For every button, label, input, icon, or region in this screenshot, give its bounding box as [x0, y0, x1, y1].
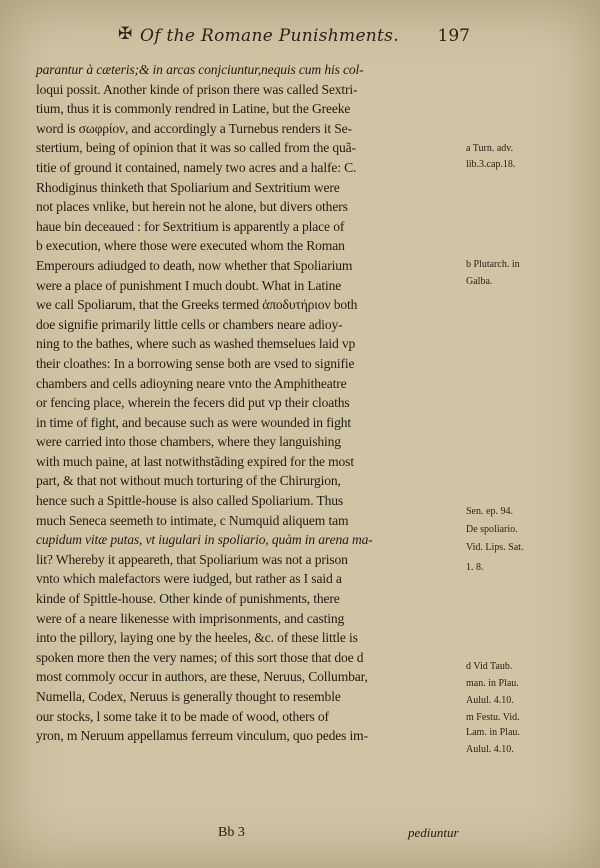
text-line: cupidum vitæ putas, vt iugulari in spoliario, quàm in arena ma-	[36, 532, 373, 548]
text-line: vnto which malefactors were iudged, but rather as I said a	[36, 571, 342, 587]
text-line: stertium, being of opinion that it was so called from the quã-	[36, 140, 356, 156]
margin-note: 1. 8.	[466, 562, 484, 573]
text-line: with much paine, at last notwithstãding expired for the most	[36, 453, 354, 469]
catchword: pediuntur	[408, 825, 459, 840]
text-line: not places vnlike, but herein not he alone, but divers others	[36, 199, 348, 215]
text-line: doe signifie primarily little cells or chambers neare adioy-	[36, 316, 343, 332]
page-number: 197	[437, 26, 470, 46]
text-line: into the pillory, laying one by the heeles, &c. of these little is	[36, 630, 358, 646]
text-line: hence such a Spittle-house is also called Spoliarium. Thus	[36, 493, 344, 509]
main-text-block	[36, 60, 466, 746]
text-line: chambers and cells adioyning neare vnto the Amphitheatre	[36, 375, 347, 391]
text-line: word is σωφρίον, and accordingly a Turnebus renders it Se-	[36, 120, 352, 136]
text-line: tium, thus it is commonly rendred in Latine, but the Greeke	[36, 101, 351, 117]
margin-note: Aulul. 4.10.	[466, 744, 514, 755]
text-line: much Seneca seemeth to intimate, c Numquid aliquem tam	[36, 512, 349, 528]
text-line: spoken more then the very names; of this sort those that doe d	[36, 649, 364, 665]
text-line: kinde of Spittle-house. Other kinde of punishments, there	[36, 591, 340, 607]
text-line: yron, m Neruum appellamus ferreum vinculum, quo pedes im-	[36, 728, 368, 744]
text-line: our stocks, l some take it to be made of wood, others of	[36, 708, 329, 724]
margin-note: b Plutarch. in	[466, 259, 520, 270]
text-line: titie of ground it contained, namely two acres and a halfe: C.	[36, 159, 357, 175]
text-line: b execution, where those were executed whom the Roman	[36, 238, 345, 254]
text-line: Rhodiginus thinketh that Spoliarium and Sextritium were	[36, 179, 340, 195]
text-line: loqui possit. Another kinde of prison there was called Sextri-	[36, 81, 358, 97]
text-line: Emperours adiudged to death, now whether that Spoliarium	[36, 257, 353, 273]
text-line: were a place of punishment I much doubt. What in Latine	[36, 277, 342, 293]
text-line: haue bin deceaued : for Sextritium is apparently a place of	[36, 218, 345, 234]
text-line: part, & that not without much torturing of the Chirurgion,	[36, 473, 341, 489]
text-line: Numella, Codex, Neruus is generally thought to resemble	[36, 689, 341, 704]
running-header	[100, 26, 470, 50]
text-line: lit? Whereby it appeareth, that Spoliarium was not a prison	[36, 551, 348, 567]
text-line: most commoly occur in authors, are these, Neruus, Collumbar,	[36, 669, 368, 685]
cross-ornament-icon: ✠	[118, 24, 133, 44]
text-line: ning to the bathes, where such as washed themselues laid vp	[36, 336, 356, 352]
text-line: or fencing place, wherein the fecers did put vp their cloaths	[36, 395, 350, 411]
margin-note: a Turn. adv.	[466, 143, 514, 154]
margin-note: Lam. in Plau.	[466, 727, 520, 738]
text-line: their cloathes: In a borrowing sense both are vsed to signifie	[36, 355, 355, 371]
text-line: were carried into those chambers, where they languishing	[36, 434, 341, 450]
running-title: Of the Romane Punishments.	[140, 26, 399, 46]
margin-note: Aulul. 4.10.	[466, 695, 514, 706]
text-line: parantur à cæteris;& in arcas conjciuntur,nequis cum his col-	[36, 62, 364, 77]
margin-note: d Vid Taub.	[466, 661, 513, 672]
text-line: were of a neare likenesse with imprisonments, and casting	[36, 610, 345, 626]
page-footer	[0, 825, 600, 845]
margin-note: De spoliario.	[466, 524, 518, 535]
margin-note: Galba.	[466, 276, 493, 287]
signature-mark: Bb 3	[218, 825, 245, 840]
text-line: in time of fight, and because such as were wounded in fight	[36, 414, 352, 430]
margin-note: Vid. Lips. Sat.	[466, 542, 524, 553]
margin-note: m Festu. Vid.	[466, 712, 520, 723]
margin-note: lib.3.cap.18.	[466, 159, 516, 170]
margin-note: man. in Plau.	[466, 678, 519, 689]
margin-note: Sen. ep. 94.	[466, 506, 513, 517]
text-line: we call Spoliarum, that the Greeks termed ἀποδυτήριον both	[36, 297, 358, 313]
